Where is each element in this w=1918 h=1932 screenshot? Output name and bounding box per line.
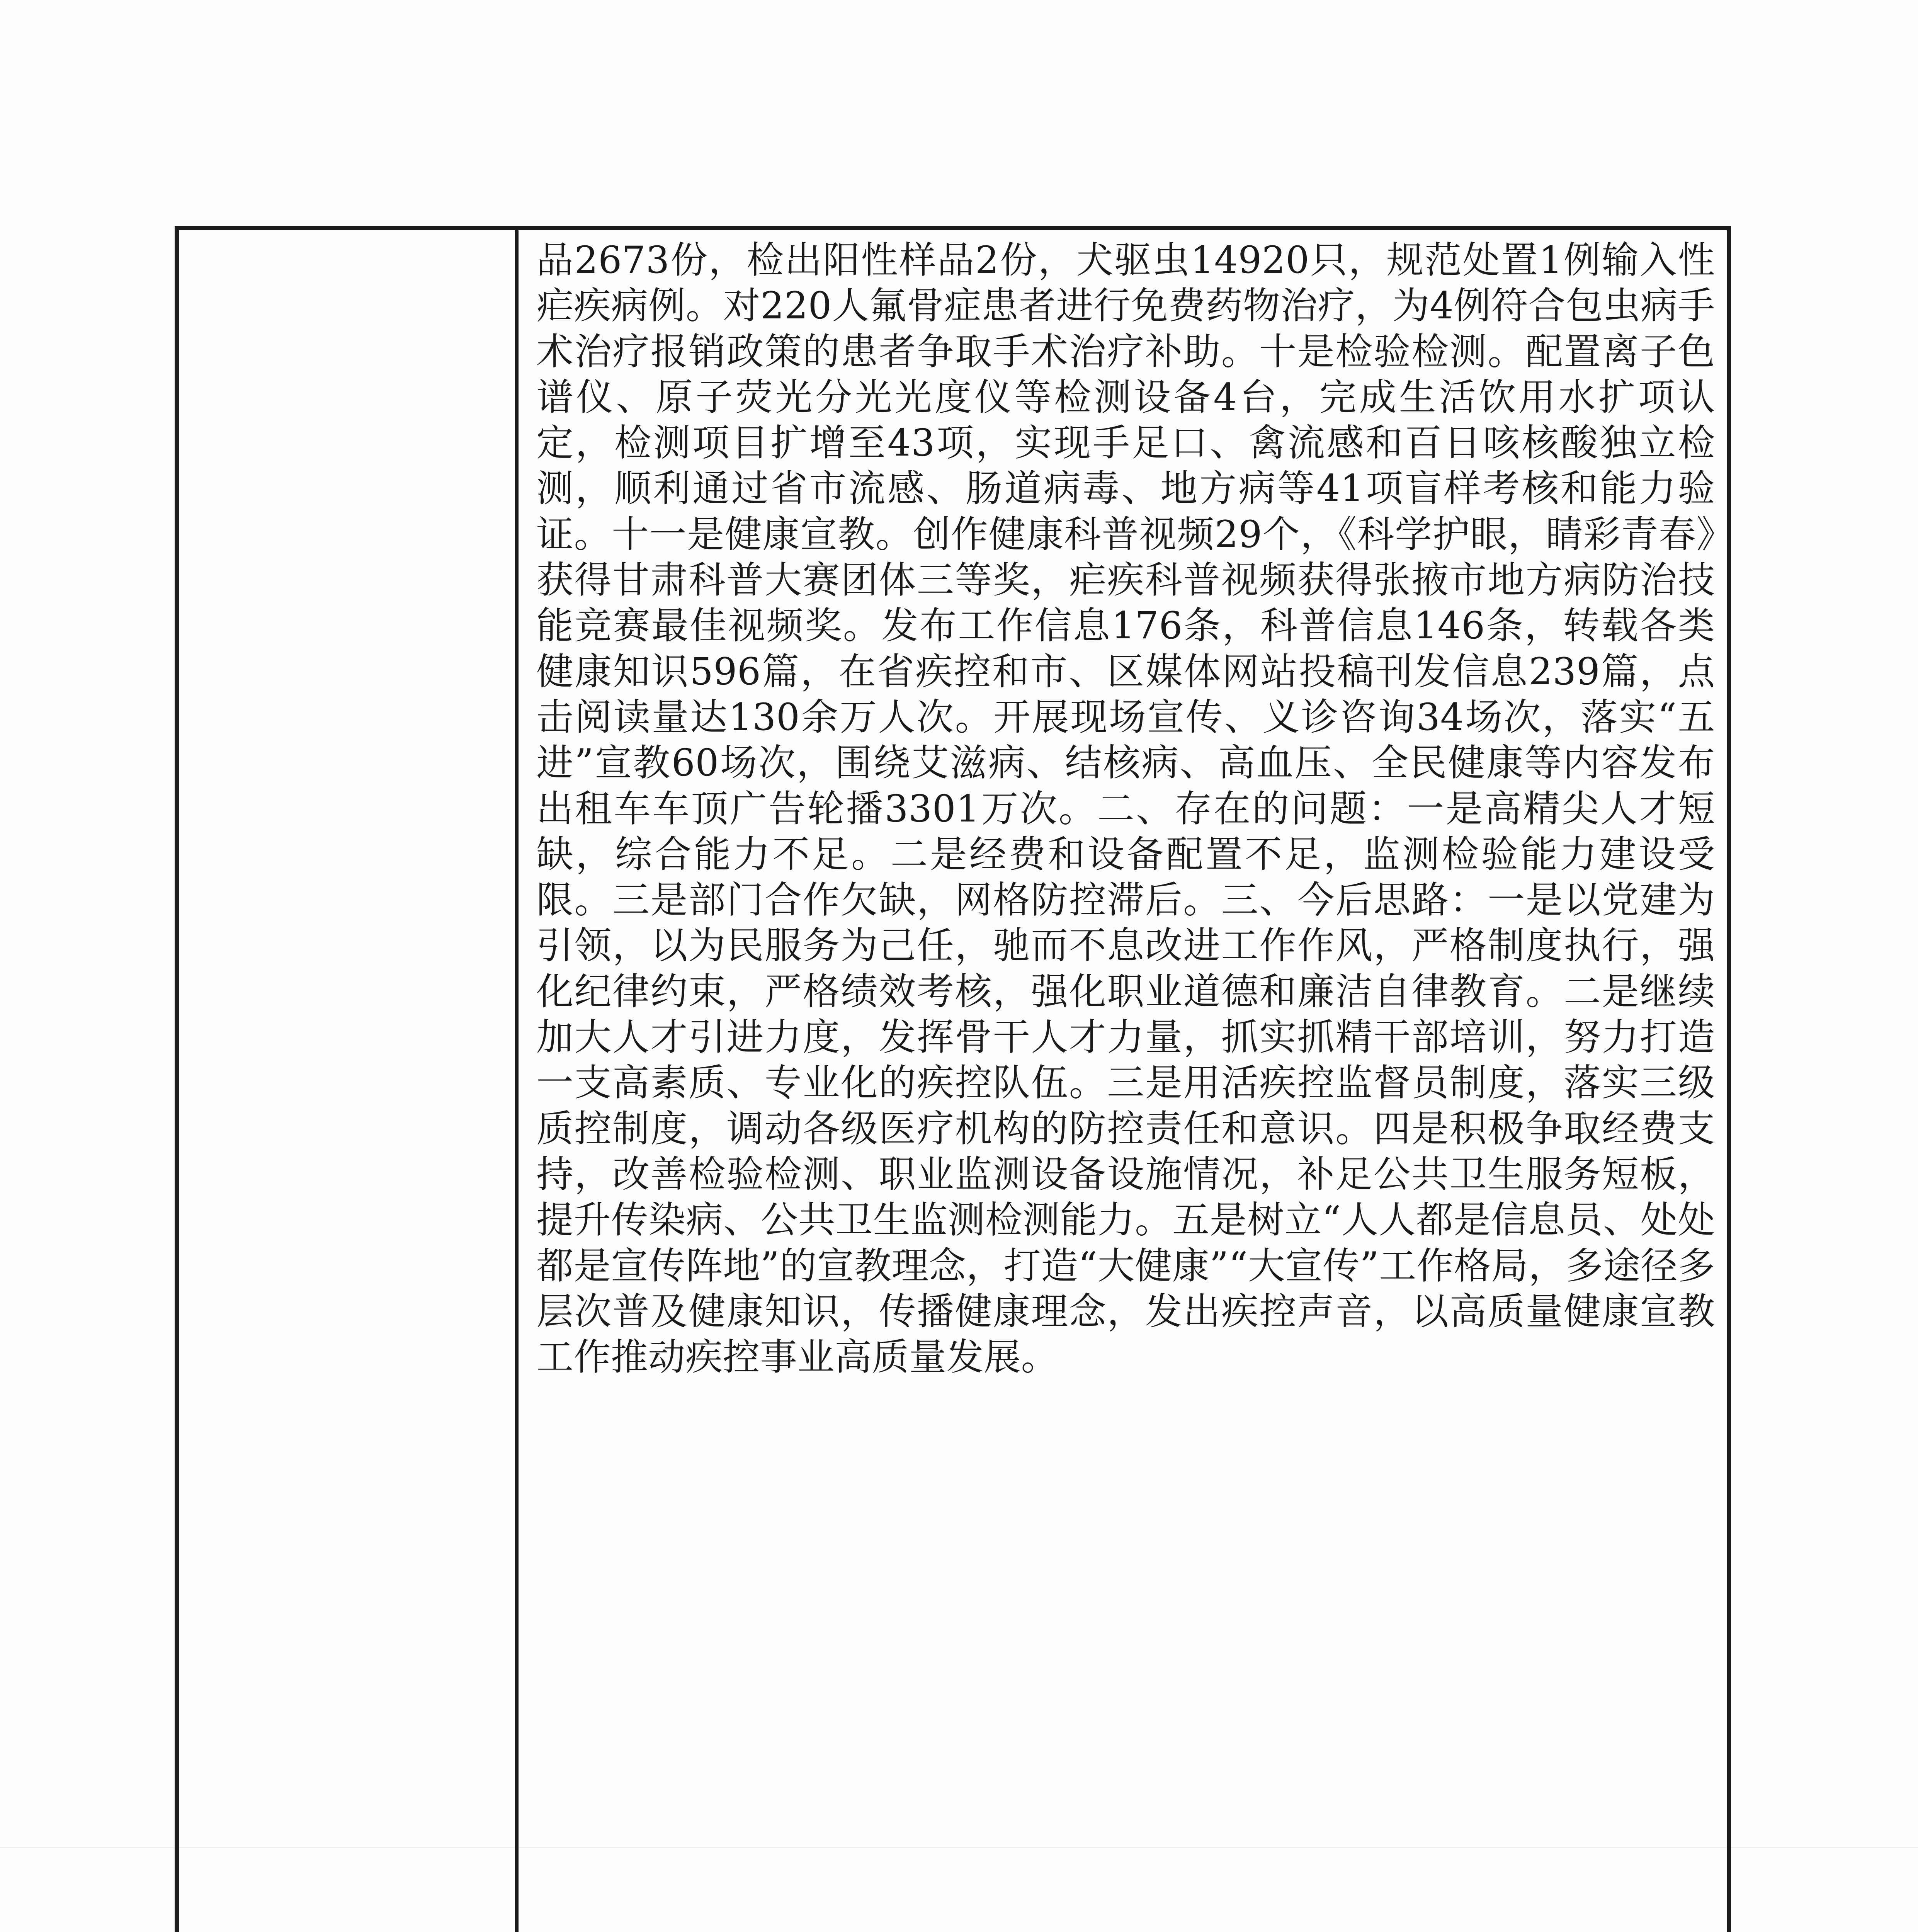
form-table [175, 226, 1731, 1932]
content-cell [519, 230, 1727, 1932]
label-cell [179, 230, 519, 1932]
body-paragraph: 品2673份，检出阳性样品2份，犬驱虫14920只，规范处置1例输入性疟疾病例。对220人氟骨症患者进行免费药物治疗，为4例符合包虫病手术治疗报销政策的患者争取手术治疗补助。十是检验检测。配置离子色谱仪、原子荧光分光光度仪等检测设备4台，完成生活饮用水扩项认定，检测项目扩增至43项，实现手足口、禽流感和百日咳核酸独立检测，顺利通过省市流感、肠道病毒、地方病等41项盲样考核和能力验证。十一是健康宣教。创作健康科普视频29个，《科学护眼，睛彩青春》获得甘肃科普大赛团体三等奖，疟疾科普视频获得张掖市地方病防治技能竞赛最佳视频奖。发布工作信息176条，科普信息146条，转载各类健康知识596篇，在省疾控和市、区媒体网站投稿刊发信息239篇，点击阅读量达130余万人次。开展现场宣传、义诊咨询34场次，落实“五进”宣教60场次，围绕艾滋病、结核病、高血压、全民健康等内容发布出租车车顶广告轮播3301万次。二、存在的问题：一是高精尖人才短缺，综合能力不足。二是经费和设备配置不足，监测检验能力建设受限。三是部门合作欠缺，网格防控滞后。三、今后思路：一是以党建为引领，以为民服务为己任，驰而不息改进工作作风，严格制度执行，强化纪律约束，严格绩效考核，强化职业道德和廉洁自律教育。二是继续加大人才引进力度，发挥骨干人才力量，抓实抓精干部培训，努力打造一支高素质、专业化的疾控队伍。三是用活疾控监督员制度，落实三级质控制度，调动各级医疗机构的防控责任和意识。四是积极争取经费支持，改善检验检测、职业监测设备设施情况，补足公共卫生服务短板，提升传染病、公共卫生监测检测能力。五是树立“人人都是信息员、处处都是宣传阵地”的宣教理念，打造“大健康”“大宣传”工作格局，多途径多层次普及健康知识，传播健康理念，发出疾控声音，以高质量健康宣教工作推动疾控事业高质量发展。 [536, 238, 1715, 1379]
